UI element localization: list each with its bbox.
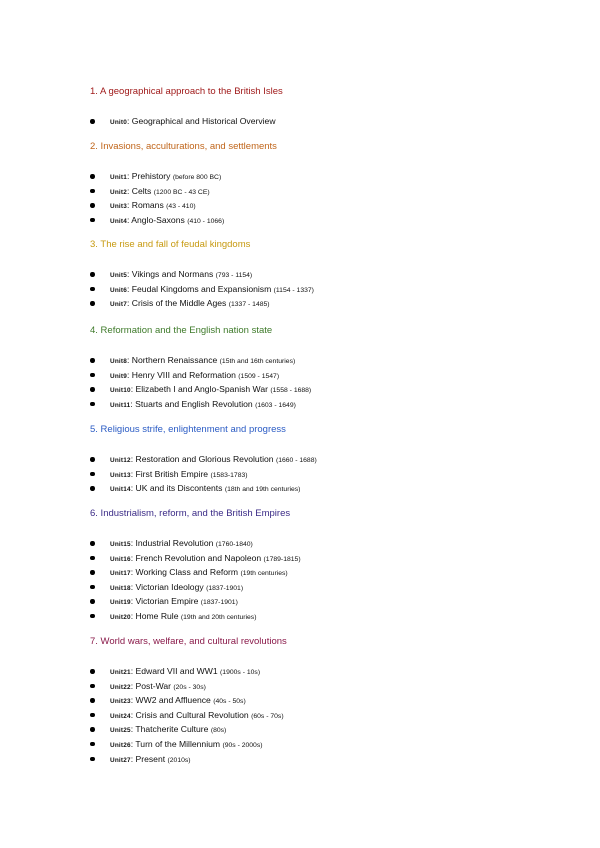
bullet-icon	[90, 218, 95, 223]
unit-title: : Present	[130, 753, 168, 764]
unit-dates: (1509 - 1547)	[238, 372, 280, 380]
unit-number: Unit10	[110, 387, 131, 395]
unit-dates: (43 - 410)	[166, 203, 196, 211]
unit-number: Unit1	[110, 174, 127, 181]
unit-dates: (19th centuries)	[240, 570, 288, 578]
unit-entry	[110, 296, 270, 313]
unit-number: Unit25	[110, 727, 131, 735]
unit-title: : Anglo-Saxons	[126, 214, 188, 225]
unit-title: : Celts	[126, 185, 154, 196]
unit-title: : First British Empire	[130, 468, 211, 479]
section-heading: 2. Invasions, acculturations, and settlements	[90, 141, 277, 152]
bullet-icon	[90, 585, 95, 590]
unit-dates: (410 - 1066)	[187, 217, 225, 225]
unit-entry	[110, 114, 276, 131]
unit-dates: (before 800 BC)	[172, 174, 222, 181]
unit-number: Unit18	[110, 584, 131, 592]
unit-title: : Edward VII and WW1	[130, 666, 221, 676]
section-heading: 4. Reformation and the English nation state	[90, 325, 273, 336]
bullet-icon	[90, 457, 95, 462]
unit-title: : Victorian Ideology	[130, 581, 207, 592]
unit-entry	[110, 213, 224, 230]
unit-dates: (1337 - 1485)	[228, 301, 270, 309]
section-2	[90, 141, 560, 225]
unit-dates: (15th and 16th centuries)	[219, 358, 296, 365]
unit-entry	[110, 481, 300, 498]
section-heading: 6. Industrialism, reform, and the British Empires	[90, 508, 291, 519]
unit-number: Unit2	[110, 188, 127, 196]
unit-dates: (1154 - 1337)	[273, 286, 314, 294]
unit-title: : Crisis and Cultural Revolution	[130, 709, 252, 720]
unit-title: : Geographical and Historical Overview	[126, 116, 276, 126]
unit-number: Unit16	[110, 555, 131, 563]
unit-number: Unit20	[110, 613, 131, 621]
unit-number: Unit9	[110, 372, 127, 380]
bullet-icon	[90, 541, 95, 546]
unit-title: : Romans	[126, 200, 167, 211]
unit-number: Unit11	[110, 401, 131, 409]
unit-number: Unit0	[110, 119, 127, 126]
unit-dates: (1583-1783)	[210, 471, 248, 479]
unit-number: Unit13	[110, 471, 131, 479]
bullet-icon	[90, 402, 95, 407]
unit-dates: (1900s - 10s)	[220, 669, 261, 676]
bullet-icon	[90, 757, 95, 762]
bullet-icon	[90, 556, 95, 561]
bullet-icon	[90, 669, 95, 674]
unit-dates: (60s - 70s)	[251, 712, 284, 720]
unit-number: Unit6	[110, 286, 127, 294]
section-heading: 3. The rise and fall of feudal kingdoms	[90, 239, 251, 250]
unit-title: : Feudal Kingdoms and Expansionism	[126, 283, 274, 294]
unit-number: Unit22	[110, 683, 131, 691]
section-5	[90, 424, 560, 494]
bullet-icon	[90, 119, 95, 124]
unit-dates: (19th and 20th centuries)	[180, 613, 257, 621]
bullet-icon	[90, 287, 95, 292]
unit-number: Unit23	[110, 698, 131, 706]
unit-dates: (80s)	[210, 727, 227, 735]
unit-dates: (1789-1815)	[263, 555, 301, 563]
unit-number: Unit8	[110, 358, 127, 365]
unit-number: Unit7	[110, 301, 127, 309]
section-4	[90, 325, 560, 409]
unit-title: : French Revolution and Napoleon	[130, 552, 264, 563]
unit-title: : Henry VIII and Reformation	[126, 369, 239, 380]
unit-title: : Restoration and Glorious Revolution	[130, 454, 276, 464]
bullet-icon	[90, 272, 95, 277]
unit-title: : Elizabeth I and Anglo-Spanish War	[130, 384, 271, 395]
unit-number: Unit14	[110, 486, 131, 494]
bullet-icon	[90, 174, 95, 179]
unit-dates: (20s - 30s)	[173, 683, 206, 691]
bullet-icon	[90, 358, 95, 363]
unit-number: Unit26	[110, 741, 131, 749]
unit-number: Unit21	[110, 669, 131, 676]
bullet-icon	[90, 486, 95, 491]
unit-title: : WW2 and Affluence	[130, 695, 214, 706]
section-3	[90, 239, 560, 309]
unit-title: : Industrial Revolution	[130, 538, 216, 548]
bullet-icon	[90, 570, 95, 575]
unit-number: Unit3	[110, 203, 127, 211]
unit-number: Unit4	[110, 217, 127, 225]
unit-number: Unit24	[110, 712, 131, 720]
unit-title: : Crisis of the Middle Ages	[126, 298, 229, 309]
bullet-icon	[90, 727, 95, 732]
unit-title: : Thatcherite Culture	[130, 724, 211, 735]
unit-dates: (1837-1901)	[206, 584, 244, 592]
unit-entry	[110, 609, 256, 626]
unit-number: Unit12	[110, 457, 131, 464]
unit-dates: (1760-1840)	[215, 541, 253, 548]
unit-dates: (40s - 50s)	[213, 698, 246, 706]
unit-number: Unit17	[110, 570, 131, 578]
unit-dates: (2010s)	[167, 756, 191, 764]
unit-dates: (1660 - 1688)	[275, 457, 317, 464]
unit-dates: (1837-1901)	[200, 599, 238, 607]
unit-title: : Working Class and Reform	[130, 567, 241, 578]
section-heading: 5. Religious strife, enlightenment and progress	[90, 424, 286, 435]
unit-title: : Prehistory	[126, 171, 173, 181]
section-6	[90, 508, 560, 621]
bullet-icon	[90, 387, 95, 392]
section-heading: 7. World wars, welfare, and cultural revolutions	[90, 636, 287, 647]
bullet-icon	[90, 684, 95, 689]
unit-dates: (1558 - 1688)	[270, 387, 312, 395]
bullet-icon	[90, 189, 95, 194]
unit-title: : UK and its Discontents	[130, 483, 225, 494]
unit-title: : Post-War	[130, 680, 174, 691]
bullet-icon	[90, 698, 95, 703]
unit-number: Unit27	[110, 756, 131, 764]
section-1	[90, 86, 560, 126]
unit-title: : Northern Renaissance	[126, 355, 220, 365]
unit-dates: (1200 BC - 43 CE)	[153, 188, 210, 196]
unit-title: : Turn of the Millennium	[130, 738, 223, 749]
unit-number: Unit15	[110, 541, 131, 548]
unit-title: : Vikings and Normans	[126, 269, 216, 279]
unit-dates: (793 - 1154)	[215, 272, 253, 279]
unit-number: Unit19	[110, 599, 131, 607]
bullet-icon	[90, 599, 95, 604]
unit-title: : Home Rule	[130, 610, 181, 621]
unit-entry	[110, 752, 191, 769]
bullet-icon	[90, 373, 95, 378]
bullet-icon	[90, 713, 95, 718]
bullet-icon	[90, 472, 95, 477]
bullet-icon	[90, 203, 95, 208]
unit-dates: (90s - 2000s)	[222, 741, 263, 749]
unit-title: : Victorian Empire	[130, 596, 201, 607]
unit-entry	[110, 397, 296, 414]
bullet-icon	[90, 614, 95, 619]
bullet-icon	[90, 742, 95, 747]
unit-title: : Stuarts and English Revolution	[130, 398, 256, 409]
section-7	[90, 636, 560, 764]
unit-dates: (18th and 19th centuries)	[224, 486, 301, 494]
bullet-icon	[90, 301, 95, 306]
unit-dates: (1603 - 1649)	[255, 401, 296, 409]
unit-number: Unit5	[110, 272, 127, 279]
section-heading: 1. A geographical approach to the British Isles	[90, 86, 283, 97]
